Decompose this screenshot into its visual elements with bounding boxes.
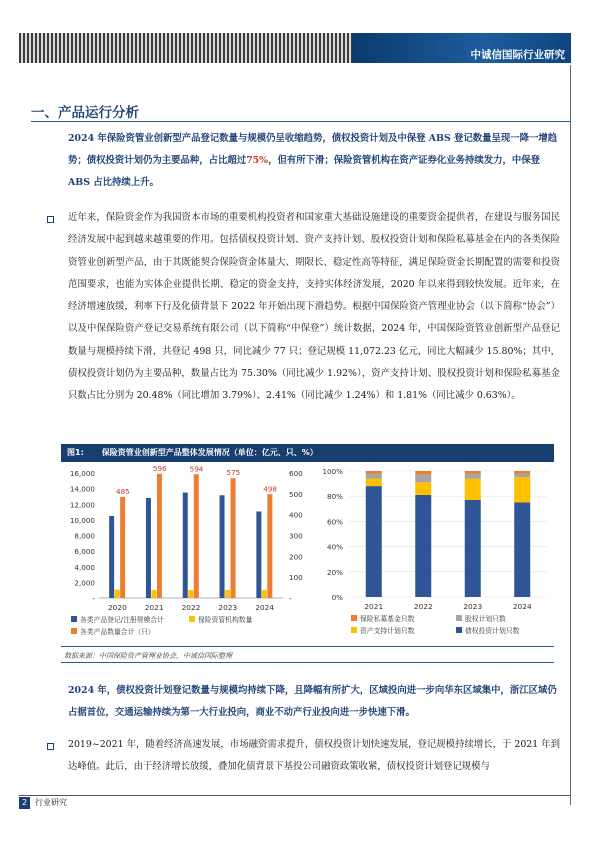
- lead-summary-1: 2024 年保险资管业创新型产品登记数量与规模仍呈收缩趋势，债权投资计划及中保登 ABS 登记数量呈现一降一增趋势；债权投资计划仍为主要品种，占比超过75%，但有所下滑；保险资管机构在资产证券化业务持续发力，中保登 ABS 占比持续上升。: [68, 133, 558, 188]
- y-tick-label: 80%: [327, 492, 343, 502]
- legend-swatch: [456, 615, 462, 621]
- y-left-tick-label: 6,000: [74, 547, 95, 557]
- bar-保险资管机构数量: [115, 590, 120, 598]
- source-rule: [61, 662, 554, 663]
- section-rule: [31, 121, 571, 122]
- bar-各类产品数量合计（只）: [231, 478, 236, 598]
- stack-债权投资计划只数: [366, 486, 382, 597]
- legend-swatch: [189, 616, 195, 622]
- legend-swatch: [351, 627, 357, 633]
- y-tick-label: 40%: [327, 542, 343, 552]
- stack-保险私募基金只数: [514, 471, 530, 474]
- stack-债权投资计划只数: [514, 503, 530, 598]
- data-label: 596: [152, 463, 167, 473]
- bar-保险资管机构数量: [225, 590, 230, 598]
- section-title: 一、产品运行分析: [31, 105, 139, 121]
- x-tick-label: 2022: [413, 602, 433, 611]
- legend-swatch: [456, 627, 462, 633]
- legend-swatch: [71, 628, 77, 634]
- bar-各类产品登记/注册规模合计: [109, 516, 114, 598]
- figure-title-bar: [61, 444, 554, 462]
- legend-label: 各类产品登记/注册规模合计: [80, 616, 164, 624]
- stack-保险私募基金只数: [415, 471, 431, 475]
- bar-各类产品数量合计（只）: [157, 474, 162, 598]
- figure-title: 保险资管业创新型产品整体发展情况（单位：亿元、只、%）: [101, 448, 318, 457]
- bar-各类产品数量合计（只）: [267, 494, 272, 598]
- x-tick-label: 2021: [144, 603, 164, 612]
- y-left-tick-label: 14,000: [69, 484, 95, 494]
- y-left-tick-label: 16,000: [69, 469, 95, 478]
- y-left-tick-label: 4,000: [74, 562, 95, 572]
- bar-各类产品数量合计（只）: [194, 474, 199, 598]
- stack-股权计划只数: [514, 474, 530, 478]
- figure-label: 图1:: [67, 448, 84, 457]
- footer-label: 行业研究: [35, 798, 67, 807]
- legend-label: 股权计划只数: [465, 615, 506, 623]
- stack-债权投资计划只数: [415, 495, 431, 597]
- legend-label: 保险资管机构数量: [198, 616, 253, 624]
- y-left-tick-label: 10,000: [69, 515, 95, 525]
- y-tick-label: 100%: [322, 467, 343, 476]
- data-label: 498: [263, 484, 277, 494]
- side-rule: [570, 65, 571, 805]
- stack-资产支持计划只数: [415, 482, 431, 495]
- bar-保险资管机构数量: [188, 590, 193, 598]
- legend-label: 债权投资计划只数: [465, 627, 520, 635]
- x-tick-label: 2024: [255, 603, 275, 612]
- stack-股权计划只数: [465, 474, 481, 479]
- bar-各类产品数量合计（只）: [120, 497, 125, 598]
- lead-highlight: 75%: [246, 155, 269, 166]
- y-right-tick-label: 400: [289, 510, 303, 520]
- stack-资产支持计划只数: [465, 479, 481, 500]
- y-right-tick-label: 500: [289, 489, 303, 499]
- lead-summary-2: 2024 年，债权投资计划登记数量与规模均持续下降，且降幅有所扩大，区域投向进一步向华东区域集中，浙江区域仍占据首位，交通运输持续为第一大行业投向，商业不动产行业投向进一步快速下滑。: [68, 685, 557, 718]
- x-tick-label: 2024: [512, 602, 532, 611]
- bar-各类产品登记/注册规模合计: [146, 498, 151, 598]
- y-left-tick-label: -: [92, 594, 95, 603]
- y-tick-label: 0%: [331, 593, 343, 602]
- y-left-tick-label: 2,000: [74, 578, 95, 588]
- data-label: 485: [116, 486, 130, 496]
- stack-保险私募基金只数: [366, 471, 382, 474]
- stack-股权计划只数: [415, 475, 431, 483]
- data-label: 575: [226, 468, 241, 478]
- x-tick-label: 2023: [463, 602, 483, 611]
- y-right-tick-label: -: [289, 594, 292, 603]
- legend-swatch: [71, 616, 77, 622]
- stack-股权计划只数: [366, 474, 382, 479]
- bar-各类产品登记/注册规模合计: [220, 495, 225, 598]
- bullet-icon: [47, 216, 54, 223]
- legend-swatch: [351, 615, 357, 621]
- stack-保险私募基金只数: [465, 471, 481, 474]
- bullet-icon: [47, 743, 54, 750]
- paragraph-2: 2019~2021 年，随着经济高速发展，市场融资需求提升，债权投资计划快速发展，登记规模持续增长，于 2021 年到达峰值。此后，由于经济增长放缓，叠加化债背景下基投公司融资政策收紧，债权投资计划登记规模与: [68, 739, 560, 773]
- bar-各类产品登记/注册规模合计: [183, 493, 188, 598]
- bar-各类产品登记/注册规模合计: [256, 511, 261, 598]
- stack-资产支持计划只数: [366, 479, 382, 487]
- x-tick-label: 2020: [107, 603, 127, 612]
- legend-label: 各类产品数量合计（只）: [80, 628, 155, 636]
- y-right-tick-label: 100: [289, 573, 303, 583]
- figure-bottom-rule: [61, 646, 554, 647]
- bar-保险资管机构数量: [262, 590, 267, 598]
- figure-source: 数据来源：中国保险资产管理业协会，中诚信国际整理: [64, 652, 232, 660]
- stack-资产支持计划只数: [514, 477, 530, 502]
- y-right-tick-label: 600: [289, 469, 303, 478]
- y-left-tick-label: 12,000: [69, 500, 95, 510]
- bar-保险资管机构数量: [151, 590, 156, 598]
- y-tick-label: 60%: [327, 517, 343, 527]
- footer-rule: [19, 795, 571, 796]
- y-right-tick-label: 200: [289, 552, 303, 562]
- y-right-tick-label: 300: [289, 531, 303, 541]
- page-number: 2: [19, 797, 30, 809]
- header-title: 中诚信国际行业研究: [470, 49, 565, 61]
- x-tick-label: 2023: [218, 603, 238, 612]
- y-left-tick-label: 8,000: [74, 531, 95, 541]
- data-label: 594: [189, 464, 204, 474]
- legend-label: 资产支持计划只数: [360, 627, 415, 635]
- x-tick-label: 2022: [181, 603, 201, 612]
- x-tick-label: 2021: [364, 602, 384, 611]
- chart-share: [311, 463, 554, 643]
- stack-债权投资计划只数: [465, 500, 481, 597]
- legend-label: 保险私募基金只数: [360, 615, 415, 623]
- paragraph-1: 近年来，保险资金作为我国资本市场的重要机构投资者和国家重大基础设施建设的重要资金提供者，在建设与服务国民经济发展中起到越来越重要的作用。包括债权投资计划、资产支持计划、股权投资计划和保险私募基金在内的各类保险资管业创新型产品，由于其既能契合保险资金体量大、期限长、稳定性高等特征，满足保险资金长期配置的需要和投资范围要求，也能为实体企业提供长期、稳定的资金支持，支持实体经济发展，2020 年以来得到较快发展。近年来，在经济增速放缓，利率下行及化债背景下 2022 年开始出现下滑趋势。根据中国保险资产管理业协会（以下简称“协会”）以及中保保险资产登记交易系统有限公司（以下简称“中保登”）统计数据，2024 年，中国保险资管业创新型产品登记数量与规模持续下滑，共登记 498 只，同比减少 77 只；登记规模 11,072.23 亿元，同比大幅减少 15.80%；其中，债权投资计划仍为主要品种，数量占比为 75.30%（同比减少 1.92%），资产支持计划、股权投资计划和保险私募基金只数占比分别为 20.48%（同比增加 3.79%）、2.41%（同比减少 1.24%）和 1.81%（同比减少 0.63%）。: [68, 212, 560, 402]
- y-tick-label: 20%: [327, 567, 343, 577]
- chart-overview: [61, 463, 311, 643]
